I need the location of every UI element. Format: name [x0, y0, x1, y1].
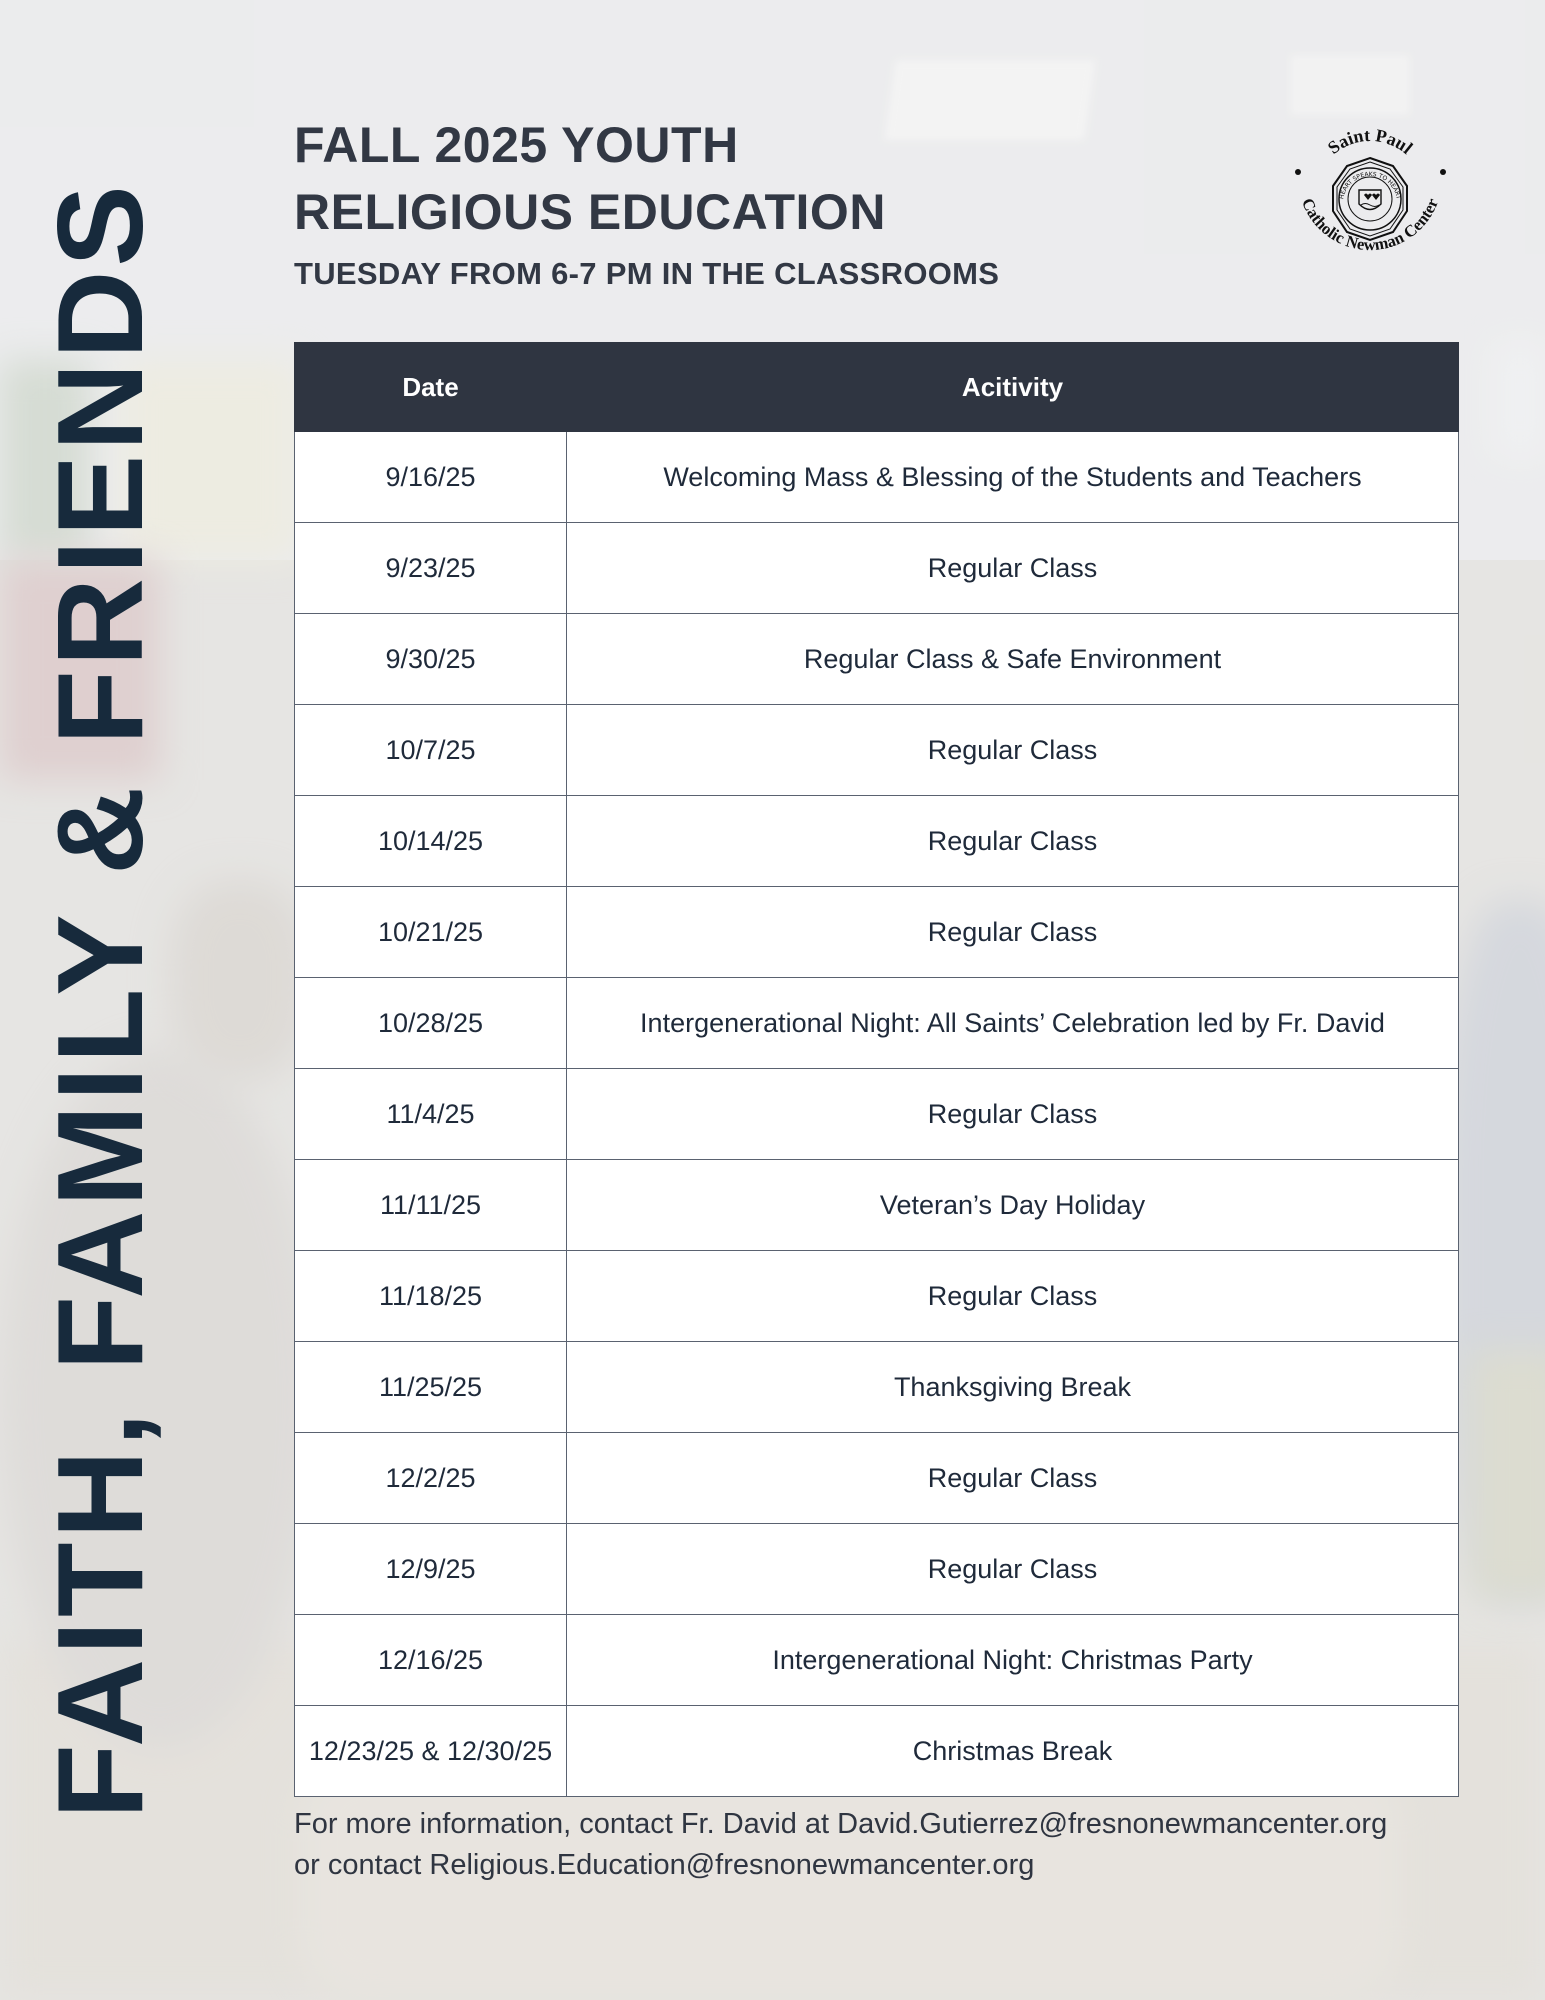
- row-date: 10/14/25: [295, 796, 567, 887]
- row-activity: Regular Class: [567, 1524, 1459, 1615]
- row-date: 11/18/25: [295, 1251, 567, 1342]
- row-date: 12/2/25: [295, 1433, 567, 1524]
- table-row: [295, 1615, 1459, 1706]
- title-line-2: RELIGIOUS EDUCATION: [294, 184, 886, 240]
- table-row: [295, 523, 1459, 614]
- column-header-activity: Acitivity: [567, 343, 1459, 432]
- row-activity: Intergenerational Night: All Saints’ Celebration led by Fr. David: [567, 978, 1459, 1069]
- side-title: FAITH, FAMILY & FRIENDS: [32, 181, 168, 1819]
- row-date: 12/16/25: [295, 1615, 567, 1706]
- row-activity: Intergenerational Night: Christmas Party: [567, 1615, 1459, 1706]
- row-activity: Regular Class & Safe Environment: [567, 614, 1459, 705]
- row-date: 9/30/25: [295, 614, 567, 705]
- row-date: 12/9/25: [295, 1524, 567, 1615]
- table-row: [295, 432, 1459, 523]
- table-row: [295, 1069, 1459, 1160]
- row-activity: Regular Class: [567, 523, 1459, 614]
- table-row: [295, 1160, 1459, 1251]
- table-row: [295, 1342, 1459, 1433]
- row-activity: Regular Class: [567, 887, 1459, 978]
- schedule-subtitle: TUESDAY FROM 6-7 PM IN THE CLASSROOMS: [294, 256, 1000, 291]
- row-date: 11/11/25: [295, 1160, 567, 1251]
- row-activity: Regular Class: [567, 796, 1459, 887]
- row-date: 9/23/25: [295, 523, 567, 614]
- table-row: [295, 1433, 1459, 1524]
- contact-line-2: or contact Religious.Education@fresnonewmancenter.org: [294, 1849, 1035, 1881]
- row-date: 11/25/25: [295, 1342, 567, 1433]
- logo-bottom-text: Catholic Newman Center: [1297, 195, 1442, 255]
- table-row: [295, 1706, 1459, 1797]
- row-date: 10/21/25: [295, 887, 567, 978]
- table-row: [295, 796, 1459, 887]
- table-row: [295, 705, 1459, 796]
- row-activity: Regular Class: [567, 1433, 1459, 1524]
- table-row: [295, 978, 1459, 1069]
- contact-info: [294, 1804, 1514, 1886]
- table-row: [295, 614, 1459, 705]
- table-header-row: [295, 343, 1459, 432]
- row-activity: Regular Class: [567, 1069, 1459, 1160]
- schedule-table: [294, 342, 1459, 1797]
- row-activity: Thanksgiving Break: [567, 1342, 1459, 1433]
- row-date: 10/7/25: [295, 705, 567, 796]
- row-activity: Regular Class: [567, 705, 1459, 796]
- row-activity: Welcoming Mass & Blessing of the Students and Teachers: [567, 432, 1459, 523]
- row-date: 10/28/25: [295, 978, 567, 1069]
- column-header-date: Date: [295, 343, 567, 432]
- newman-center-logo: [1283, 116, 1458, 291]
- flyer-header: [294, 112, 999, 294]
- row-date: 11/4/25: [295, 1069, 567, 1160]
- row-activity: Veteran’s Day Holiday: [567, 1160, 1459, 1251]
- row-activity: Christmas Break: [567, 1706, 1459, 1797]
- row-date: 9/16/25: [295, 432, 567, 523]
- table-row: [295, 1524, 1459, 1615]
- table-row: [295, 887, 1459, 978]
- title-line-1: FALL 2025 YOUTH: [294, 117, 739, 173]
- table-row: [295, 1251, 1459, 1342]
- logo-top-text: Saint Paul: [1323, 124, 1417, 158]
- logo-inner-text: HEART SPEAKS TO HEART: [1338, 170, 1402, 200]
- row-date: 12/23/25 & 12/30/25: [295, 1706, 567, 1797]
- contact-line-1: For more information, contact Fr. David at David.Gutierrez@fresnonewmancenter.org: [294, 1808, 1388, 1840]
- row-activity: Regular Class: [567, 1251, 1459, 1342]
